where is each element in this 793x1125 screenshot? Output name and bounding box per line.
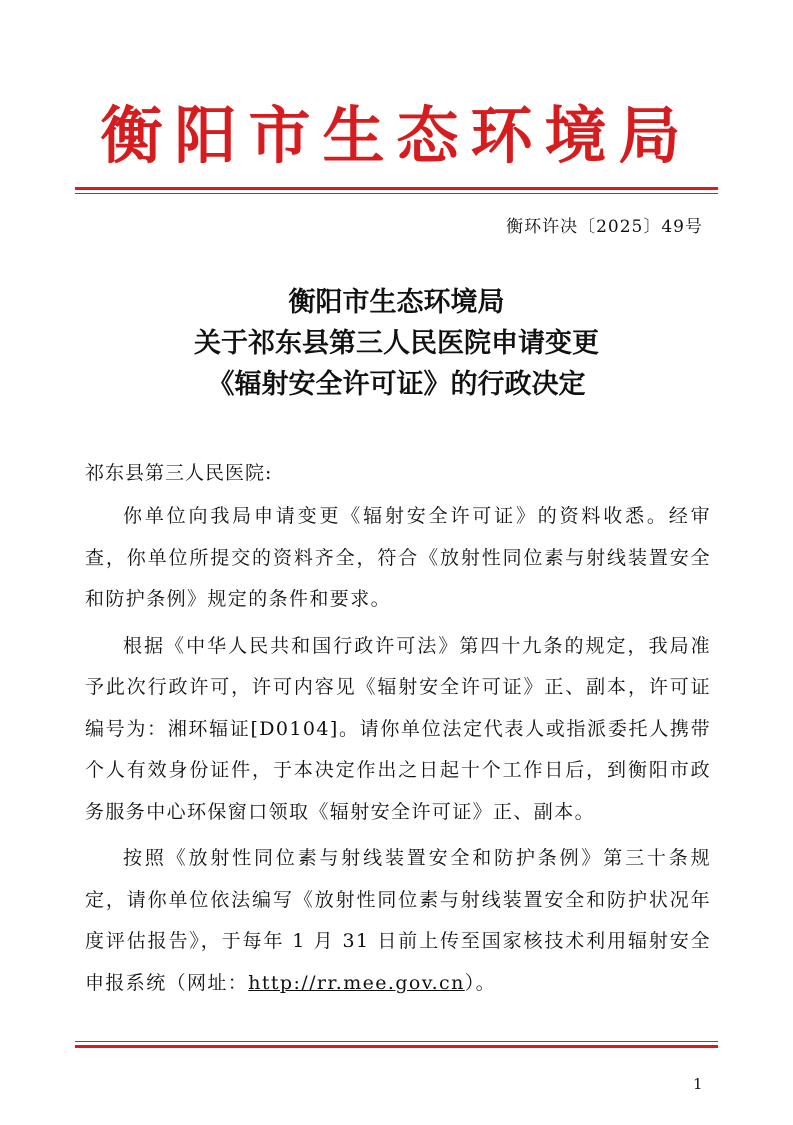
page-number: 1 [693, 1075, 703, 1093]
document-number: 衡环许决〔2025〕49号 [506, 217, 703, 237]
website-link[interactable]: http://rr.mee.gov.cn [248, 971, 465, 994]
masthead-title: 衡阳市生态环境局 [100, 99, 693, 172]
title-line-3: 《辐射安全许可证》的行政决定 [207, 369, 586, 400]
header-rule-thin [75, 193, 718, 194]
document-title [60, 282, 733, 405]
header-rule-thick [75, 187, 718, 190]
document-body [85, 496, 711, 1009]
paragraph-3 [85, 838, 711, 1004]
title-line-2: 关于祁东县第三人民医院申请变更 [194, 328, 599, 359]
paragraph-3-end: ）。 [464, 971, 497, 994]
title-line-1: 衡阳市生态环境局 [288, 287, 505, 318]
addressee: 祁东县第三人民医院: [85, 462, 273, 484]
paragraph-2: 根据《中华人民共和国行政许可法》第四十九条的规定，我局准予此次行政许可，许可内容见《辐射安全许可证》正、副本，许可证编号为：湘环辐证[D0104]。请你单位法定代表人或指派委托人携带个人有效身份证件，于本决定作出之日起十个工作日后，到衡阳市政务服务中心环保窗口领取《辐射安全许可证》正、副本。 [85, 634, 711, 823]
footer-rule-thin [75, 1041, 718, 1042]
paragraph-3-text: 按照《放射性同位素与射线装置安全和防护条例》第三十条规定，请你单位依法编写《放射性同位素与射线装置安全和防护状况年度评估报告》，于每年 1 月 31 日前上传至国家核技术利用辐射安全申报系统（网址： [85, 847, 711, 994]
footer-rule-thick [75, 1045, 718, 1048]
paragraph-1: 你单位向我局申请变更《辐射安全许可证》的资料收悉。经审查，你单位所提交的资料齐全，符合《放射性同位素与射线装置安全和防护条例》规定的条件和要求。 [85, 505, 711, 610]
